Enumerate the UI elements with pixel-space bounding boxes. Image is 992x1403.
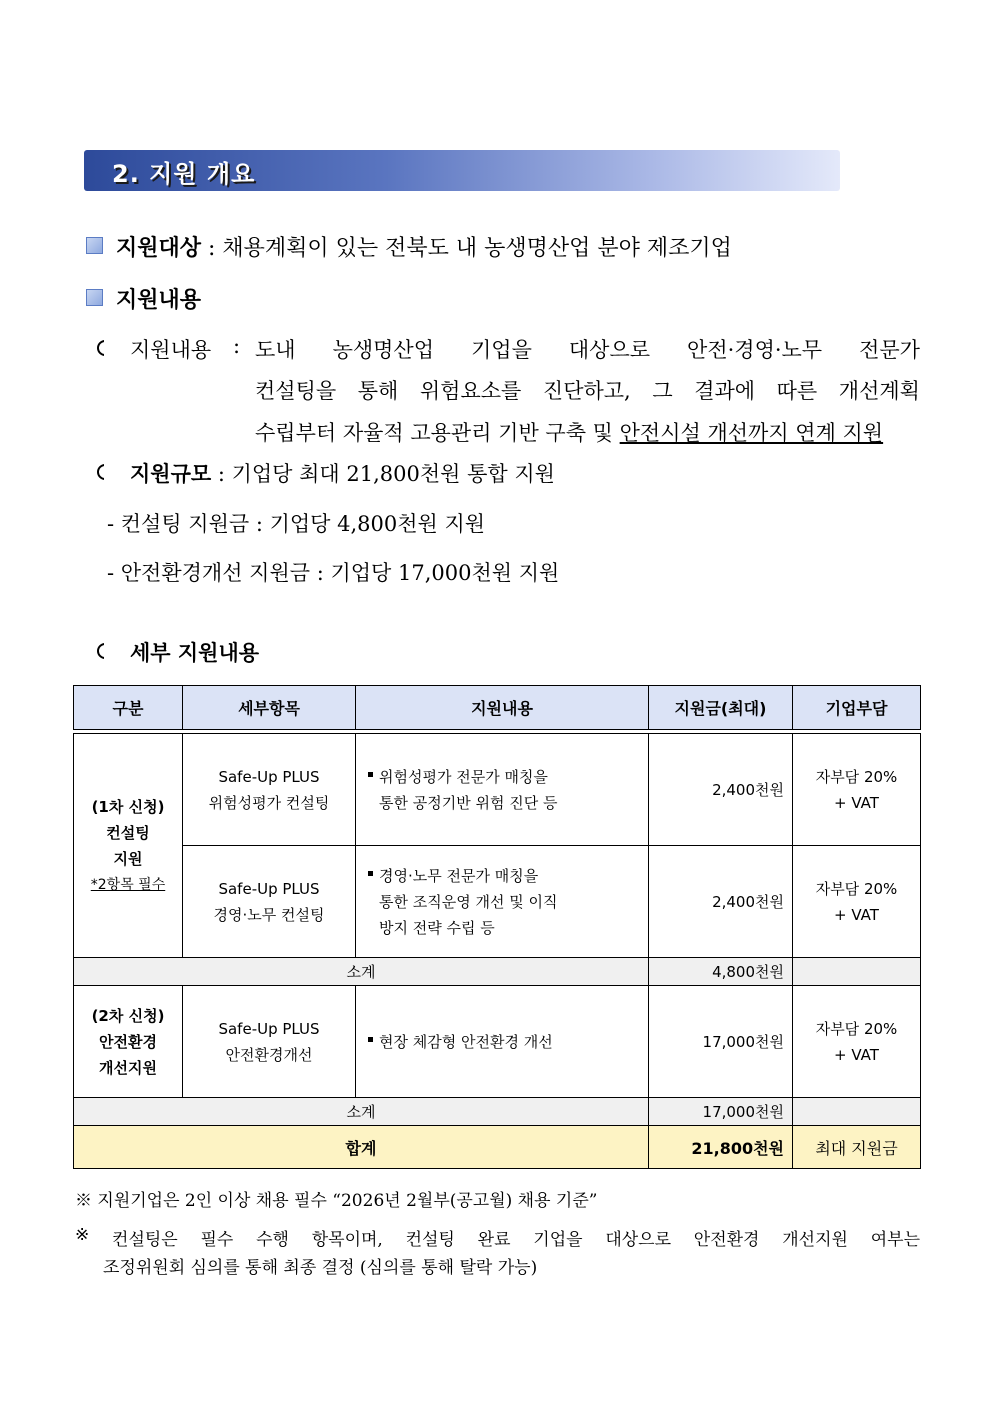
item-cell <box>183 846 356 958</box>
word: ※ <box>75 1225 90 1245</box>
word: 대상으로 <box>568 338 651 362</box>
group-label: (2차 신청) <box>91 1006 165 1025</box>
table-row <box>74 734 921 846</box>
group-label: 개선지원 <box>99 1058 157 1077</box>
word: 따른 <box>776 379 818 403</box>
item-line: Safe-Up PLUS <box>218 879 320 898</box>
content-line-3-underlined: 안전시설 개선까지 연계 지원 <box>619 421 884 445</box>
note-1: ※ 지원기업은 2인 이상 채용 필수 “2026년 2월부(공고월) 채용 기준” <box>75 1191 598 1211</box>
circle-bullet-icon <box>97 340 113 356</box>
subtotal-amount: 4,800천원 <box>649 958 793 986</box>
word: 진단하고, <box>542 379 631 403</box>
word: 통해 <box>357 379 399 403</box>
square-bullet-icon <box>86 237 103 254</box>
subtotal-empty <box>793 958 921 986</box>
content-line-2 <box>255 375 920 405</box>
content-line: 경영·노무 전문가 매칭을 <box>379 866 539 885</box>
word: 컨설팅 <box>405 1230 455 1250</box>
subtotal-label: 소계 <box>74 958 649 986</box>
burden-line: 자부담 20% <box>815 767 898 786</box>
square-bullet-icon <box>86 289 103 306</box>
burden-line: + VAT <box>834 905 879 924</box>
word: 대상으로 <box>605 1230 672 1250</box>
table-header-row <box>74 686 921 730</box>
subtotal-label: 소계 <box>74 1098 649 1126</box>
content-line: 통한 공정기반 위험 진단 등 <box>379 793 558 812</box>
circle-bullet-icon <box>97 643 113 659</box>
subtotal-row <box>74 1098 921 1126</box>
item-line: 안전환경개선 <box>225 1045 313 1064</box>
word: 결과에 <box>694 379 756 403</box>
target-text: 채용계획이 있는 전북도 내 농생명산업 분야 제조기업 <box>222 236 732 261</box>
bullet-icon <box>368 772 373 777</box>
header-category: 구분 <box>74 686 183 730</box>
word: 컨설팅은 <box>112 1230 178 1250</box>
target-line <box>116 231 732 262</box>
content-header: 지원내용 <box>116 287 202 313</box>
group-consulting-cell <box>74 734 183 958</box>
burden-cell <box>793 986 921 1098</box>
content-line-1 <box>255 334 920 364</box>
detail-header: 세부 지원내용 <box>130 640 260 665</box>
content-cell <box>356 846 649 958</box>
word: 항목이며, <box>311 1230 383 1250</box>
header-burden: 기업부담 <box>793 686 921 730</box>
word: 기업을 <box>471 338 532 362</box>
header-content: 지원내용 <box>356 686 649 730</box>
content-sep: : <box>233 334 241 358</box>
word: 수행 <box>256 1230 289 1250</box>
total-note: 최대 지원금 <box>793 1126 921 1169</box>
burden-line: 자부담 20% <box>815 879 898 898</box>
group-note: *2항목 필수 <box>90 876 166 893</box>
amount-cell: 2,400천원 <box>649 846 793 958</box>
amount-cell: 2,400천원 <box>649 734 793 846</box>
content-line: 통한 조직운영 개선 및 이직 <box>379 892 558 911</box>
group-label: (1차 신청) <box>91 797 165 816</box>
support-detail-table <box>73 685 921 1169</box>
subtotal-empty <box>793 1098 921 1126</box>
content-label: 지원내용 <box>130 338 212 362</box>
header-item: 세부항목 <box>183 686 356 730</box>
burden-line: + VAT <box>834 1045 879 1064</box>
item-line: 경영·노무 컨설팅 <box>213 905 325 924</box>
word: 개선계획 <box>838 379 920 403</box>
circle-bullet-icon <box>97 464 113 480</box>
subtotal-row <box>74 958 921 986</box>
sub-item-safety: - 안전환경개선 지원금 : 기업당 17,000천원 지원 <box>107 561 560 585</box>
total-amount: 21,800천원 <box>649 1126 793 1169</box>
group-label: 컨설팅 <box>106 823 150 842</box>
content-line: 방지 전략 수립 등 <box>379 918 495 937</box>
section-title: 2. 지원 개요 <box>112 160 256 188</box>
word: 전문가 <box>859 338 920 362</box>
header-amount: 지원금(최대) <box>649 686 793 730</box>
content-cell <box>356 986 649 1098</box>
total-row <box>74 1126 921 1169</box>
total-label: 합계 <box>74 1126 649 1169</box>
item-line: 위험성평가 컨설팅 <box>208 793 330 812</box>
word: 여부는 <box>870 1230 920 1250</box>
content-line-3-text: 수립부터 자율적 고용관리 기반 구축 및 <box>255 421 620 445</box>
burden-cell <box>793 846 921 958</box>
table-row <box>74 986 921 1098</box>
word: 위험요소를 <box>419 379 522 403</box>
burden-cell <box>793 734 921 846</box>
word: 안전환경 <box>693 1230 760 1250</box>
group-label: 안전환경 <box>99 1032 157 1051</box>
content-line-3 <box>255 417 883 447</box>
note-2-line-2: 조정위원회 심의를 통해 최종 결정 (심의를 통해 탈락 가능) <box>103 1258 538 1278</box>
sub-item-consulting: - 컨설팅 지원금 : 기업당 4,800천원 지원 <box>107 512 486 536</box>
note-2-line-1 <box>75 1225 920 1250</box>
item-line: Safe-Up PLUS <box>218 767 320 786</box>
word: 기업을 <box>533 1230 583 1250</box>
bullet-icon <box>368 1037 373 1042</box>
word: 컨설팅을 <box>255 379 337 403</box>
bullet-icon <box>368 871 373 876</box>
item-cell <box>183 734 356 846</box>
burden-line: + VAT <box>834 793 879 812</box>
table-row <box>74 846 921 958</box>
content-line: 위험성평가 전문가 매칭을 <box>379 767 548 786</box>
word: 그 <box>652 379 673 403</box>
scale-text: : 기업당 최대 21,800천원 통합 지원 <box>211 462 555 486</box>
word: 필수 <box>200 1230 234 1250</box>
target-sep: : <box>201 236 223 261</box>
item-line: Safe-Up PLUS <box>218 1019 320 1038</box>
group-safety-cell <box>74 986 183 1098</box>
burden-line: 자부담 20% <box>815 1019 898 1038</box>
word: 완료 <box>477 1230 511 1250</box>
subtotal-amount: 17,000천원 <box>649 1098 793 1126</box>
word: 농생명산업 <box>332 338 435 362</box>
item-cell <box>183 986 356 1098</box>
word: 개선지원 <box>782 1230 848 1250</box>
target-label: 지원대상 <box>116 235 202 261</box>
group-label: 지원 <box>113 849 143 868</box>
content-line: 현장 체감형 안전환경 개선 <box>379 1033 553 1051</box>
scale-label: 지원규모 <box>130 461 212 486</box>
word: 도내 <box>255 338 296 362</box>
scale-line <box>130 458 555 488</box>
word: 안전·경영·노무 <box>687 338 823 362</box>
amount-cell: 17,000천원 <box>649 986 793 1098</box>
content-cell <box>356 734 649 846</box>
